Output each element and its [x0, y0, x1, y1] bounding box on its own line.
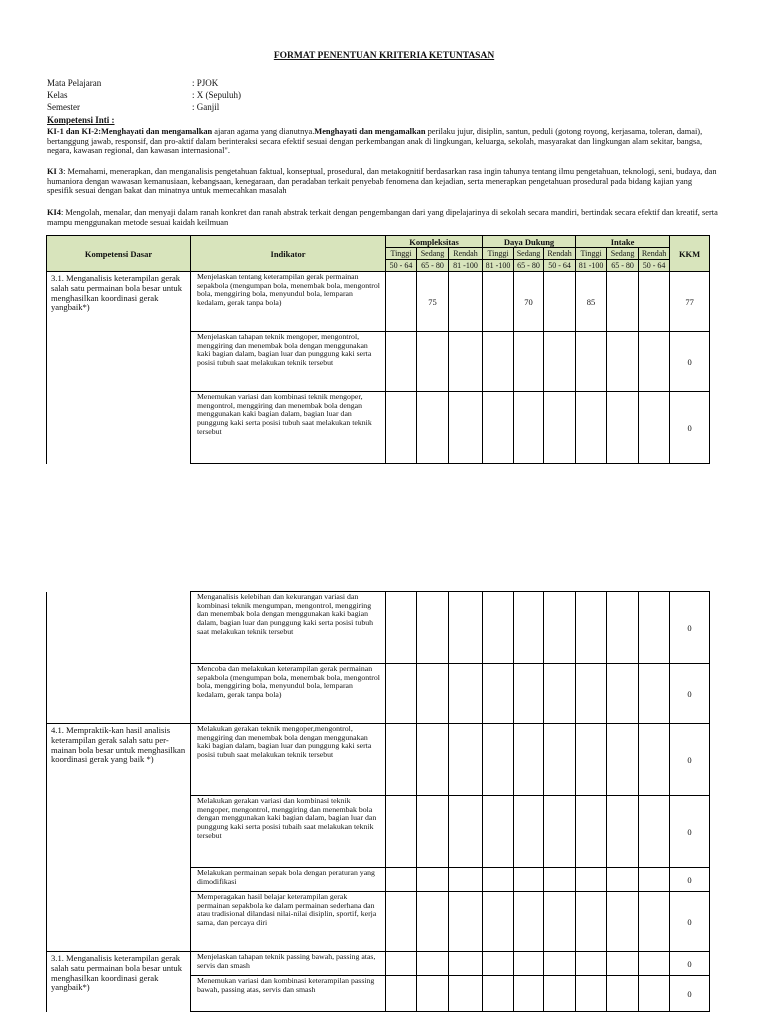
table-row [47, 592, 710, 664]
kkm-table-part2 [46, 591, 710, 1012]
kkm-cell: 0 [670, 796, 710, 868]
ki12-lead: KI-1 dan KI-2: [47, 127, 101, 136]
level-cell: Sedang [607, 248, 639, 260]
meta-key: Semester [47, 102, 80, 112]
meta-value: : X (Sepuluh) [192, 90, 241, 100]
level-cell: Tinggi [483, 248, 514, 260]
value-cell [483, 272, 514, 332]
indicator-cell: Menjelaskan tahapan teknik mengoper, mengontrol, menggiring dan menembak bola dengan menggunakan kaki bagian dalam, bagian luar dan punggung kaki serta posisi tubuh saat melakukan teknik tersebut [191, 332, 386, 392]
ki12-bold1: Menghayati dan mengamalkan [100, 127, 213, 136]
kkm-cell: 0 [670, 332, 710, 392]
meta-value: : PJOK [192, 78, 219, 88]
ki4-text: : Mengolah, menalar, dan menyaji dalam ranah konkret dan ranah abstrak terkait dengan pengembangan dari yang dipelajarinya di sekolah secara mandiri, bertindak secara efektif dan kreatif, serta mampu menggunakan metode sesuai kaidah keilmuan [47, 208, 718, 227]
kkm-cell: 0 [670, 892, 710, 952]
level-cell: Sedang [417, 248, 449, 260]
kd-cell: 3.1. Menganalisis keterampilan gerak salah satu permainan bola besar untuk menghasilkan koordinasi gerak yangbaik*) [47, 952, 191, 1012]
header-kompleksitas: Kompleksitas [386, 236, 483, 248]
header-indikator: Indikator [191, 236, 386, 272]
ki12-text2: perilaku jujur, disiplin, santun, peduli (gotong royong, kerjasama, toleran, damai), bertanggung jawab, responsif, dan pro-aktif dalam berinteraksi secara efektif sesuai dengan perkembangan anak di lingkungan, keluarga, sekolah, masyarakat dan lingkungan alam sekitar, bangsa, negara, kawasan regional, dan kawasan internasional". [47, 127, 703, 156]
ki12-paragraph [47, 127, 719, 156]
kkm-table-part1 [46, 235, 710, 464]
range-cell: 81 -100 [576, 260, 607, 272]
kkm-cell: 0 [670, 952, 710, 976]
kkm-cell: 0 [670, 592, 710, 664]
level-cell: Tinggi [386, 248, 417, 260]
range-cell: 65 - 80 [607, 260, 639, 272]
indicator-cell: Menjelaskan tentang keterampilan gerak permainan sepakbola (mengumpan bola, menembak bola, mengontrol bola, menggiring bola, menyundul bola, lemparan kedalam, gerak tanpa bola) [191, 272, 386, 332]
kd-cell [47, 592, 191, 724]
indicator-cell: Menganalisis kelebihan dan kekurangan variasi dan kombinasi teknik mengumpan, mengontrol, menggiring dan menembak bola dengan menggunakan kaki bagian dalam, bagian luar dan punggung kaki serta posisi tubuh saat melakukan teknik tersebut [191, 592, 386, 664]
meta-value: : Ganjil [192, 102, 220, 112]
level-cell: Sedang [514, 248, 544, 260]
value-cell: 70 [514, 272, 544, 332]
kkm-cell: 0 [670, 664, 710, 724]
indicator-cell: Memperagakan hasil belajar keterampilan gerak permainan sepakbola ke dalam permainan sederhana dan atau tradisional dilandasi nilai-nilai disiplin, sportif, kerja sama, dan percaya diri [191, 892, 386, 952]
indicator-cell: Melakukan gerakan teknik mengoper,mengontrol, menggiring dan menembak bola dengan menggunakan kaki bagian dalam, bagian luar dan punggung kaki serta posisi tubuh saat melakukan teknik tersebut [191, 724, 386, 796]
meta-row-subject [47, 77, 241, 89]
ki12-bold2: Menghayati dan mengamalkan [314, 127, 426, 136]
range-cell: 65 - 80 [514, 260, 544, 272]
kkm-cell: 0 [670, 724, 710, 796]
level-cell: Rendah [449, 248, 483, 260]
ki3-paragraph [47, 167, 719, 196]
meta-row-semester [47, 101, 241, 113]
ki4-lead: KI4 [47, 208, 61, 217]
range-cell: 50 - 64 [544, 260, 576, 272]
table-row [47, 272, 710, 332]
range-cell: 50 - 64 [386, 260, 417, 272]
value-cell [639, 272, 670, 332]
meta-key: Mata Pelajaran [47, 78, 102, 88]
meta-key: Kelas [47, 90, 68, 100]
range-cell: 81 -100 [483, 260, 514, 272]
header-daya-dukung: Daya Dukung [483, 236, 576, 248]
range-cell: 65 - 80 [417, 260, 449, 272]
indicator-cell: Menemukan variasi dan kombinasi teknik mengoper, mengontrol, menggiring dan menembak bola dengan menggunakan kaki bagian dalam, bagian luar dan punggung kaki serta posisi tubuh saat melakukan teknik tersebut [191, 392, 386, 464]
indicator-cell: Menjelaskan tahapan teknik passing bawah, passing atas, servis dan smash [191, 952, 386, 976]
value-cell [386, 272, 417, 332]
ki3-text: : Memahami, menerapkan, dan menganalisis pengetahuan faktual, konseptual, prosedural, dan metakognitif berdasarkan rasa ingin tahunya tentang ilmu pengetahuan, teknologi, seni, budaya, dan humaniora dengan wawasan kemanusiaan, kebangsaan, kenegaraan, dan peradaban terkait penyebab fenomena dan kejadian, serta menerapkan pengetahuan prosedural pada bidang kajian yang spesifik sesuai dengan bakat dan minatnya untuk memecahkan masalah [47, 167, 717, 196]
kd-cell: 3.1. Menganalisis keterampilan gerak salah satu permainan bola besar untuk menghasilkan koordinasi gerak yangbaik*) [47, 272, 191, 464]
indicator-cell: Mencoba dan melakukan keterampilan gerak permainan sepakbola (mengumpan bola, menembak bola, mengontrol bola, menggiring bola, menyundul bola, lemparan kedalam, gerak tanpa bola) [191, 664, 386, 724]
meta-block [47, 77, 241, 113]
kkm-cell: 77 [670, 272, 710, 332]
ki3-lead: KI 3 [47, 167, 64, 176]
level-cell: Rendah [544, 248, 576, 260]
kkm-cell: 0 [670, 868, 710, 892]
value-cell [449, 272, 483, 332]
meta-row-class [47, 89, 241, 101]
value-cell [544, 272, 576, 332]
ki12-text1: ajaran agama yang dianutnya. [212, 127, 315, 136]
indicator-cell: Melakukan gerakan variasi dan kombinasi teknik mengoper, mengontrol, menggiring dan menembak bola dengan menggunakan kaki bagian dalam, bagian luar dan punggung kaki serta posisi tubaih saat melakukan teknik tersebut [191, 796, 386, 868]
range-cell: 81 -100 [449, 260, 483, 272]
table-row [47, 952, 710, 976]
value-cell: 75 [417, 272, 449, 332]
header-kompetensi-dasar: Kompetensi Dasar [47, 236, 191, 272]
indicator-cell: Melakukan permainan sepak bola dengan peraturan yang dimodifikasi [191, 868, 386, 892]
indicator-cell: Menemukan variasi dan kombinasi keterampilan passing bawah, passing atas, servis dan smash [191, 976, 386, 1012]
level-cell: Tinggi [576, 248, 607, 260]
kkm-cell: 0 [670, 392, 710, 464]
value-cell [607, 272, 639, 332]
document-title: FORMAT PENENTUAN KRITERIA KETUNTASAN [273, 51, 495, 61]
kd-cell: 4.1. Mempraktik-kan hasil analisis keterampilan gerak salah satu per-mainan bola besar untuk menghasilkan koordinasi gerak yang baik *) [47, 724, 191, 952]
header-intake: Intake [576, 236, 670, 248]
value-cell: 85 [576, 272, 607, 332]
level-cell: Rendah [639, 248, 670, 260]
ki4-paragraph [47, 208, 719, 227]
table-row [47, 724, 710, 796]
header-kkm: KKM [670, 236, 710, 272]
range-cell: 50 - 64 [639, 260, 670, 272]
kkm-cell: 0 [670, 976, 710, 1012]
ki-heading: Kompetensi Inti : [47, 115, 115, 125]
